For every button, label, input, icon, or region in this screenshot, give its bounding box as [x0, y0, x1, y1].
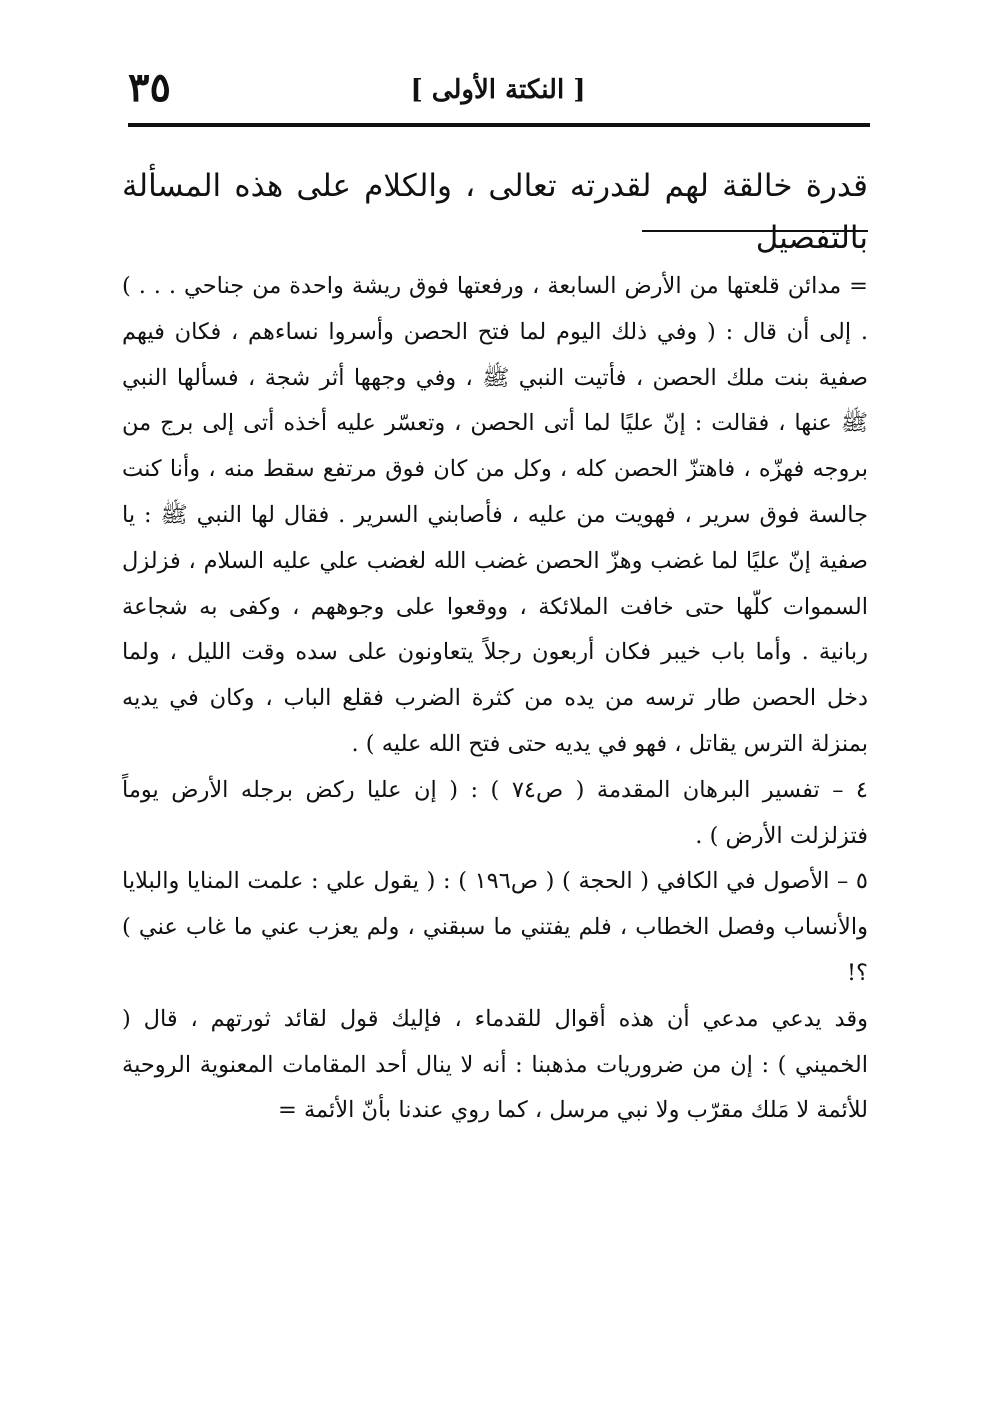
header-rule: [128, 123, 870, 127]
footnote-separator: [642, 230, 868, 232]
page-number: ٣٥: [128, 64, 171, 111]
footnote-continuation: = مدائن قلعتها من الأرض السابعة ، ورفعتها فوق ريشة واحدة من جناحي . . . ) . إلى أن قال : ( وفي ذلك اليوم لما فتح الحصن وأسروا نساءهم ، فكان فيهم صفية بنت ملك الحصن ، فأتيت النبي ﷺ ، وفي وجهها أثر شجة ، فسألها النبي ﷺ عنها ، فقالت : إنّ عليًا لما أتى الحصن ، وتعسّر عليه أخذه أتى إلى برج من بروجه فهزّه ، فاهتزّ الحصن كله ، وكل من كان فوق مرتفع سقط منه ، وأنا كنت جالسة فوق سرير ، فهويت من عليه ، فأصابني السرير . فقال لها النبي ﷺ : يا صفية إنّ عليًا لما غضب وهزّ الحصن غضب الله لغضب علي عليه السلام ، فزلزل السموات كلّها حتى خافت الملائكة ، ووقعوا على وجوههم ، وكفى به شجاعة ربانية . وأما باب خيبر فكان أربعون رجلاً يتعاونون على سده وقت الليل ، ولما دخل الحصن طار ترسه من يده من كثرة الضرب فقلع الباب ، وكان في يديه بمنزلة الترس يقاتل ، فهو في يديه حتى فتح الله عليه ) .: [122, 273, 868, 757]
main-text-continuation: قدرة خالقة لهم لقدرته تعالى ، والكلام على هذه المسألة بالتفصيل: [122, 168, 868, 256]
page-header: [128, 58, 868, 118]
footnote-paragraph-khomeini: وقد يدعي مدعي أن هذه أقوال للقدماء ، فإليك قول لقائد ثورتهم ، قال ( الخميني ) : إن من ضروريات مذهبنا : أنه لا ينال أحد المقامات المعنوية الروحية للأئمة لا مَلك مقرّب ولا نبي مرسل ، كما روي عندنا بأنّ الأئمة =: [122, 1005, 868, 1124]
footnote-item-4: ٤ – تفسير البرهان المقدمة ( ص٧٤ ) : ( إن عليا ركض برجله الأرض يوماً فتزلزلت الأرض ) .: [122, 776, 868, 849]
running-title: [ النكتة الأولى ]: [410, 75, 586, 105]
footnote-item-5: ٥ – الأصول في الكافي ( الحجة ) ( ص١٩٦ ) : ( يقول علي : علمت المنايا والبلايا والأنساب وفصل الخطاب ، فلم يفتني ما سبقني ، ولم يعزب عني ما غاب عني ) ؟!: [122, 868, 868, 986]
footnotes: [122, 264, 868, 1134]
